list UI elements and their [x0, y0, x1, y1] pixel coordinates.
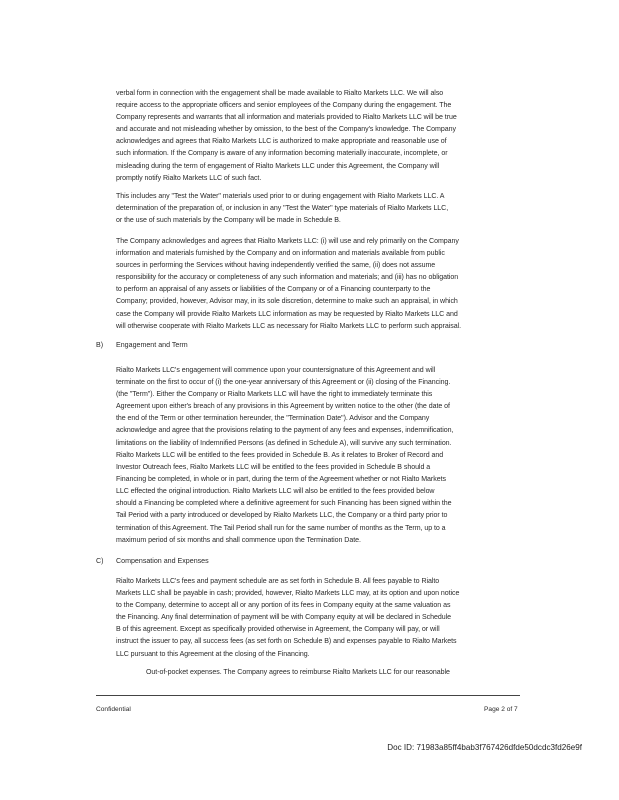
text-line: Financing be completed, in whole or in part, during the term of the Agreement whether or not Rialto Markets — [116, 476, 446, 484]
section-number-c: C) — [96, 557, 104, 565]
text-line: Rialto Markets LLC will be entitled to the fees provided in Schedule B. As it relates to Broker of Record and — [116, 452, 444, 459]
text-line: Investor Outreach fees, Rialto Markets LLC will be entitled to the fees provided in Schedule B should a — [116, 464, 431, 472]
footer-page-number: Page 2 of 7 — [484, 706, 518, 713]
paragraph-access-info — [116, 88, 518, 185]
paragraph-fees — [116, 576, 518, 661]
text-line: The Company acknowledges and agrees that Rialto Markets LLC: (i) will use and rely primarily on the Company — [116, 238, 459, 245]
text-line: instruct the issuer to pay, all success fees (as set forth on Schedule B) and expenses payable to Rialto Markets — [116, 638, 457, 646]
text-line: Company represents and warrants that all information and materials provided to Rialto Markets LLC will be true — [116, 114, 457, 122]
text-line: will otherwise cooperate with Rialto Markets LLC as necessary for Rialto Markets LLC to perform such appraisal. — [116, 322, 461, 330]
text-line: Rialto Markets LLC's engagement will commence upon your countersignature of this Agreement and will — [116, 367, 436, 374]
text-line: terminate on the first to occur of (i) the one-year anniversary of this Agreement or (ii) closing of the Financing. — [116, 379, 451, 387]
text-line: acknowledge and agree that the provisions relating to the payment of any fees and expenses, indemnification, — [116, 427, 454, 435]
text-line: or the use of such materials by the Company will be made in Schedule B. — [116, 217, 341, 225]
text-line: determination of the preparation of, or inclusion in any "Test the Water" type materials of Rialto Markets LLC, — [116, 205, 449, 213]
section-number-b: B) — [96, 341, 104, 349]
section-title-engagement-and-term: Engagement and Term — [116, 341, 188, 349]
paragraph-reliance — [116, 236, 518, 333]
text-line: to perform an appraisal of any assets or liabilities of the Company or of a Financing counterparty to the — [116, 286, 431, 294]
text-line: and accurate and not misleading whether by omission, to the best of the Company's knowledge. The Company — [116, 126, 456, 134]
text-line: should a Financing be completed where a definitive agreement for such Financing has been signed within the — [116, 500, 452, 508]
text-line: (the "Term"). Either the Company or Rialto Markets LLC will have the right to immediately terminate this — [116, 391, 433, 399]
paragraph-test-the-water — [116, 191, 518, 227]
text-line: Company; provided, however, Advisor may, in its sole discretion, determine to make such an appraisal, in which — [116, 298, 458, 306]
text-line: the Financing. Any final determination of payment will be with Company equity at will be declared in Schedule — [116, 614, 451, 622]
text-line: maximum period of six months and shall commence upon the Termination Date. — [116, 536, 361, 544]
text-line: acknowledges and agrees that Rialto Markets LLC is authorized to make appropriate and reasonable use of — [116, 138, 447, 146]
text-line: Rialto Markets LLC's fees and payment schedule are as set forth in Schedule B. All fees payable to Rialto — [116, 578, 440, 585]
text-line: require access to the appropriate officers and senior employees of the Company during the engagement. The — [116, 102, 452, 110]
text-line: Agreement upon either's breach of any provisions in this Agreement by written notice to the other (the date of — [116, 403, 450, 411]
text-line: such information. If the Company is aware of any information becoming materially inaccurate, incomplete, or — [116, 150, 448, 158]
text-line: Out-of-pocket expenses. The Company agrees to reimburse Rialto Markets LLC for our reasonable — [146, 669, 450, 676]
footer-confidential: Confidential — [96, 706, 131, 713]
text-line: B of this agreement. Except as specifically provided otherwise in Agreement, the Company will pay, or will — [116, 626, 440, 634]
footer-divider — [96, 695, 520, 696]
text-line: information and materials furnished by the Company and on information and materials available from public — [116, 250, 445, 258]
text-line: sources in performing the Services without having independently verified the same, (ii) does not assume — [116, 262, 436, 270]
text-line: responsibility for the accuracy or completeness of any such information and materials; and (iii) has no obligation — [116, 274, 459, 282]
text-line: promptly notify Rialto Markets LLC of such fact. — [116, 174, 262, 182]
text-line: the end of the Term or other termination hereunder, the "Termination Date"). Advisor and the Company — [116, 415, 430, 423]
paragraph-term — [116, 365, 518, 450]
text-line: to the Company, determine to accept all or any portion of its fees in Company equity at the same valuation as — [116, 602, 451, 610]
text-line: misleading during the term of engagement of Rialto Markets LLC under this Agreement, the Company will — [116, 162, 440, 170]
text-line: limitations on the liability of Indemnified Persons (as defined in Schedule A), will survive any such termination. — [116, 439, 452, 447]
paragraph-expenses — [146, 667, 548, 679]
section-title-compensation-and-expenses: Compensation and Expenses — [116, 557, 209, 565]
text-line: case the Company will provide Rialto Markets LLC information as may be requested by Rialto Markets LLC and — [116, 310, 458, 318]
text-line: verbal form in connection with the engagement shall be made available to Rialto Markets LLC. We will also — [116, 90, 444, 97]
text-line: termination of this Agreement. The Tail Period shall run for the same number of months as the Term, up to a — [116, 524, 446, 532]
text-line: This includes any "Test the Water" materials used prior to or during engagement with Rialto Markets LLC. A — [116, 193, 445, 200]
text-line: LLC effected the original introduction. Rialto Markets LLC will also be entitled to the fees provided below — [116, 488, 435, 496]
text-line: Tail Period with a party introduced or developed by Rialto Markets LLC, the Company or a third party prior to — [116, 512, 448, 520]
paragraph-tail-period — [116, 450, 518, 547]
text-line: Markets LLC shall be payable in cash; provided, however, Rialto Markets LLC may, at its option and upon notice — [116, 590, 460, 598]
text-line: LLC pursuant to this Agreement at the closing of the Financing. — [116, 650, 310, 658]
doc-id: Doc ID: 71983a85ff4bab3f767426dfde50dcdc3fd26e9f — [387, 743, 582, 752]
